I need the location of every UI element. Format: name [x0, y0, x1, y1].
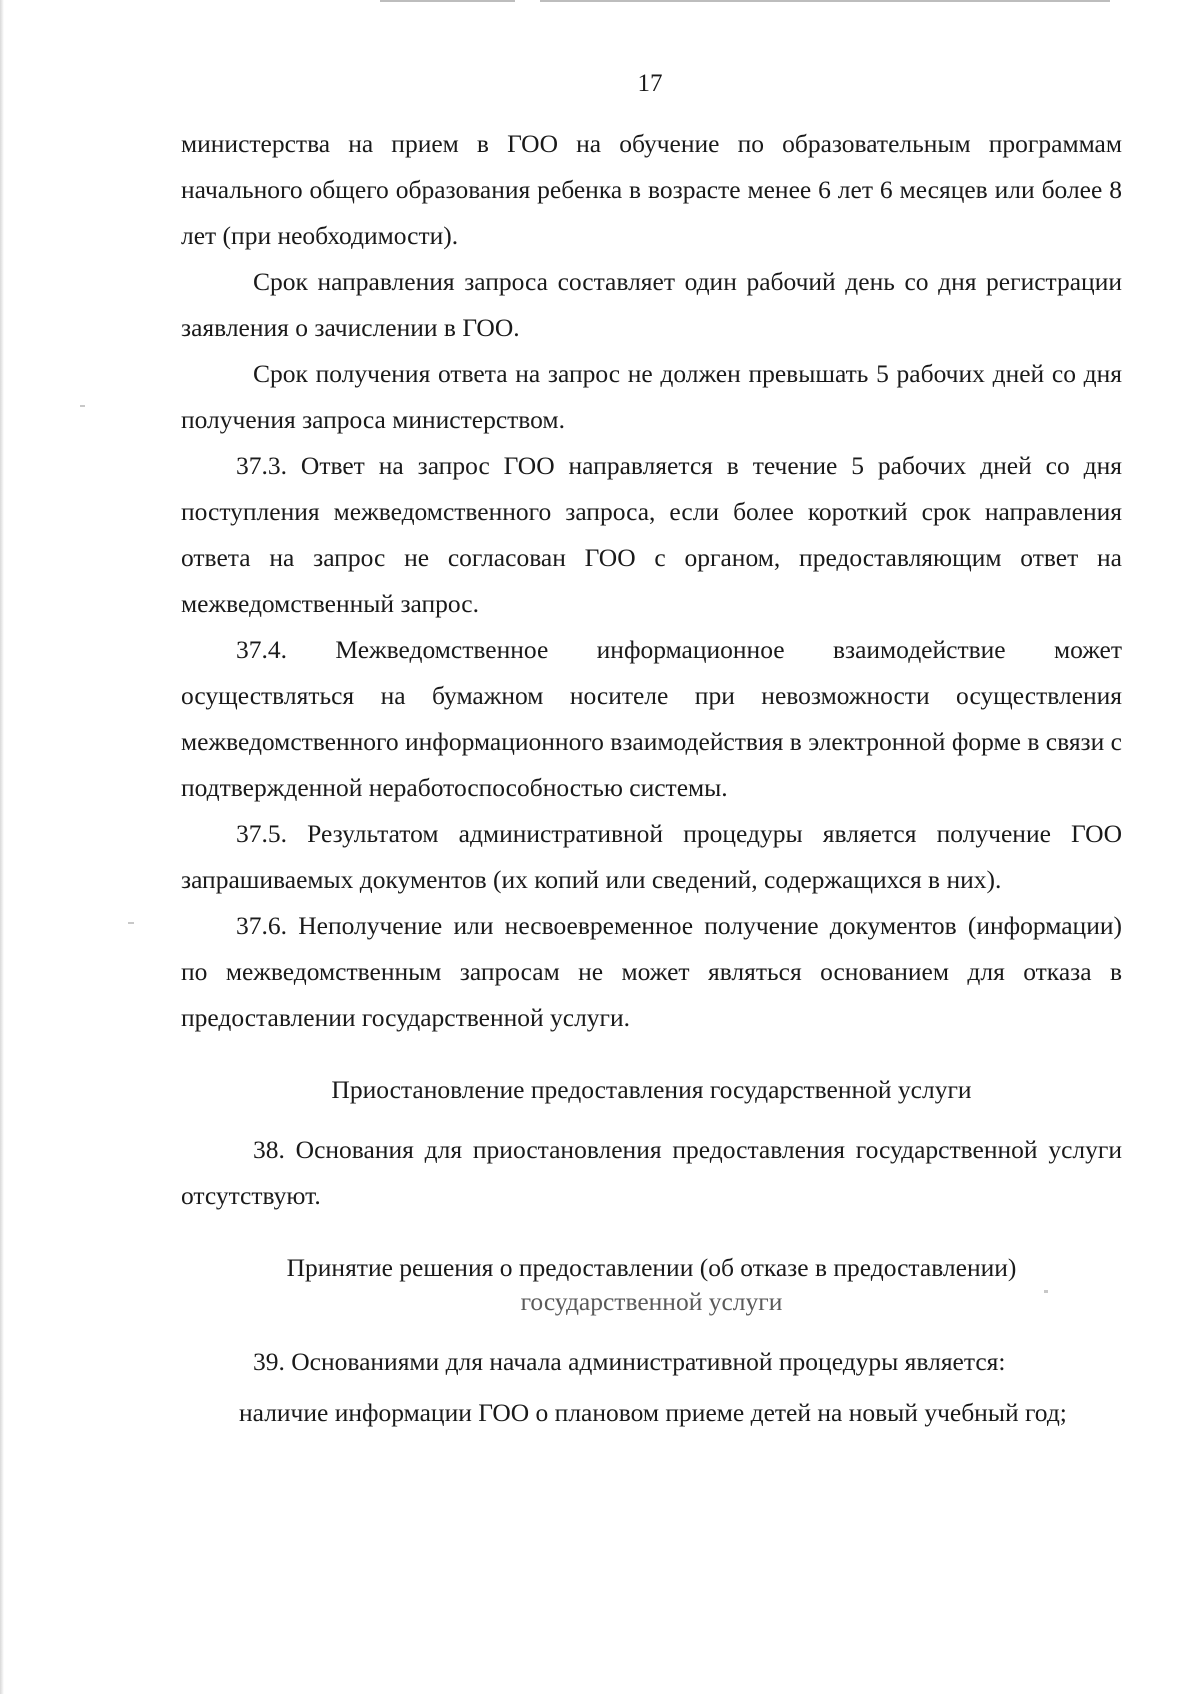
scan-speck [80, 405, 85, 407]
paragraph: Срок направления запроса составляет один рабочий день со дня регистрации заявления о зачислении в ГОО. [181, 267, 1122, 342]
paragraph-37-5: 37.5. Результатом административной процедуры является получение ГОО запрашиваемых документов (их копий или сведений, содержащихся в них). [181, 819, 1122, 894]
scan-edge [0, 0, 4, 1694]
paragraph-37-6: 37.6. Неполучение или несвоевременное получение документов (информации) по межведомственным запросам не может являться основанием для отказа в предоставлении государственной услуги. [181, 911, 1122, 1032]
scan-speck [128, 922, 134, 924]
paragraph: наличие информации ГОО о плановом приеме детей на новый учебный год; [239, 1398, 1067, 1427]
paragraph-37-4: 37.4. Межведомственное информационное взаимодействие может осуществляться на бумажном носителе при невозможности осуществления межведомственного информационного взаимодействия в электронной форме в связи с подтвержденной неработоспособностью системы. [181, 635, 1122, 802]
paragraph-39: 39. Основаниями для начала административной процедуры является: [253, 1347, 1006, 1376]
scan-artifact-line [380, 0, 515, 2]
section-heading [181, 1251, 1122, 1319]
document-body [181, 121, 1122, 1441]
paragraph: министерства на прием в ГОО на обучение по образовательным программам начального общего образования ребенка в возрасте менее 6 лет 6 месяцев или более 8 лет (при необходимости). [181, 129, 1122, 250]
section-heading: Приостановление предоставления государственной услуги [331, 1075, 972, 1104]
section-heading-line: Принятие решения о предоставлении (об отказе в предоставлении) [286, 1253, 1017, 1282]
paragraph: Срок получения ответа на запрос не должен превышать 5 рабочих дней со дня получения запроса министерством. [181, 359, 1122, 434]
section-heading-line: государственной услуги [520, 1287, 783, 1316]
page-number: 17 [637, 70, 663, 97]
paragraph-37-3: 37.3. Ответ на запрос ГОО направляется в течение 5 рабочих дней со дня поступления межведомственного запроса, если более короткий срок направления ответа на запрос не согласован ГОО с органом, предоставляющим ответ на межведомственный запрос. [181, 451, 1122, 618]
scan-artifact-line [540, 0, 1110, 2]
paragraph-38: 38. Основания для приостановления предоставления государственной услуги отсутствуют. [181, 1135, 1122, 1210]
